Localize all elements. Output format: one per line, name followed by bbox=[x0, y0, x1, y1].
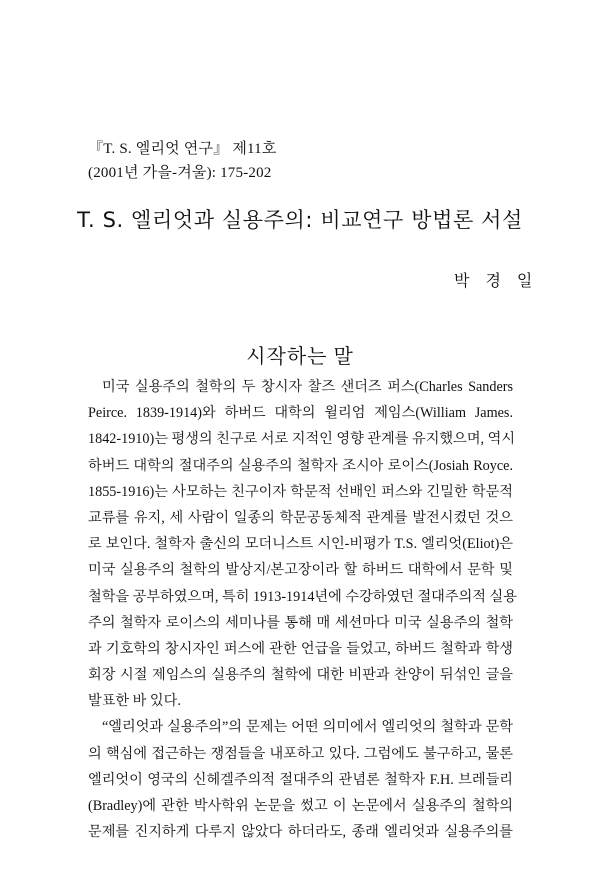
body-line: 1842-1910)는 평생의 친구로 서로 지적인 영향 관계를 유지했으며, 역시 bbox=[88, 431, 516, 448]
body-line: 1855-1916)는 사모하는 친구이자 학문적 선배인 퍼스와 긴밀한 학문적 bbox=[88, 483, 513, 500]
body-line: 과 기호학의 창시자인 퍼스에 관한 언급을 들었고, 하버드 철학과 학생 bbox=[88, 640, 513, 657]
body-line: 철학을 공부하였으며, 특히 1913-1914년에 수강하였던 절대주의적 실용 bbox=[88, 588, 517, 605]
body-line: 하버드 대학의 절대주의 실용주의 철학자 조시아 로이스(Josiah Royce. bbox=[88, 457, 513, 474]
section-heading: 시작하는 말 bbox=[246, 346, 354, 368]
body-line: 미국 실용주의 철학의 두 창시자 찰즈 샌더즈 퍼스(Charles Sanders bbox=[102, 379, 513, 395]
body-line: 로 보인다. 철학자 출신의 모더니스트 시인-비평가 T.S. 엘리엇(Eliot)은 bbox=[88, 536, 513, 553]
article-title: T. S. 엘리엇과 실용주의: 비교연구 방법론 서설 bbox=[77, 208, 523, 232]
body-line: 문제를 진지하게 다루지 않았다 하더라도, 종래 엘리엇과 실용주의를 bbox=[88, 824, 513, 841]
body-line: 발표한 바 있다. bbox=[88, 693, 181, 710]
journal-date-pages: (2001년 가을-겨울): 175-202 bbox=[88, 165, 272, 181]
body-line: 회장 시절 제임스의 실용주의 철학에 대한 비판과 찬양이 뒤섞인 글을 bbox=[88, 667, 513, 684]
journal-citation bbox=[88, 137, 277, 185]
journal-name-issue: 『T. S. 엘리엇 연구』 제11호 bbox=[88, 141, 277, 157]
body-line: “엘리엇과 실용주의”의 문제는 어떤 의미에서 엘리엇의 철학과 문학 bbox=[102, 719, 513, 736]
body-line: 의 핵심에 접근하는 쟁점들을 내포하고 있다. 그럼에도 불구하고, 물론 bbox=[88, 745, 513, 762]
body-line: 미국 실용주의 철학의 발상지/본고장이라 할 하버드 대학에서 문학 및 bbox=[88, 562, 513, 579]
body-line: 엘리엇이 영국의 신헤겔주의적 절대주의 관념론 철학자 F.H. 브레들리 bbox=[88, 771, 513, 788]
body-line: Peirce. 1839-1914)와 하버드 대학의 윌리엄 제임스(William James. bbox=[88, 405, 513, 422]
author-name: 박 경 일 bbox=[454, 273, 539, 290]
body-text bbox=[88, 374, 517, 845]
body-line: 교류를 유지, 세 사람이 일종의 학문공동체적 관계를 발전시켰던 것으 bbox=[88, 509, 513, 526]
body-line: (Bradley)에 관한 박사학위 논문을 썼고 이 논문에서 실용주의 철학의 bbox=[88, 798, 513, 814]
body-line: 주의 철학자 로이스의 세미나를 통해 매 세션마다 미국 실용주의 철학 bbox=[88, 614, 513, 631]
